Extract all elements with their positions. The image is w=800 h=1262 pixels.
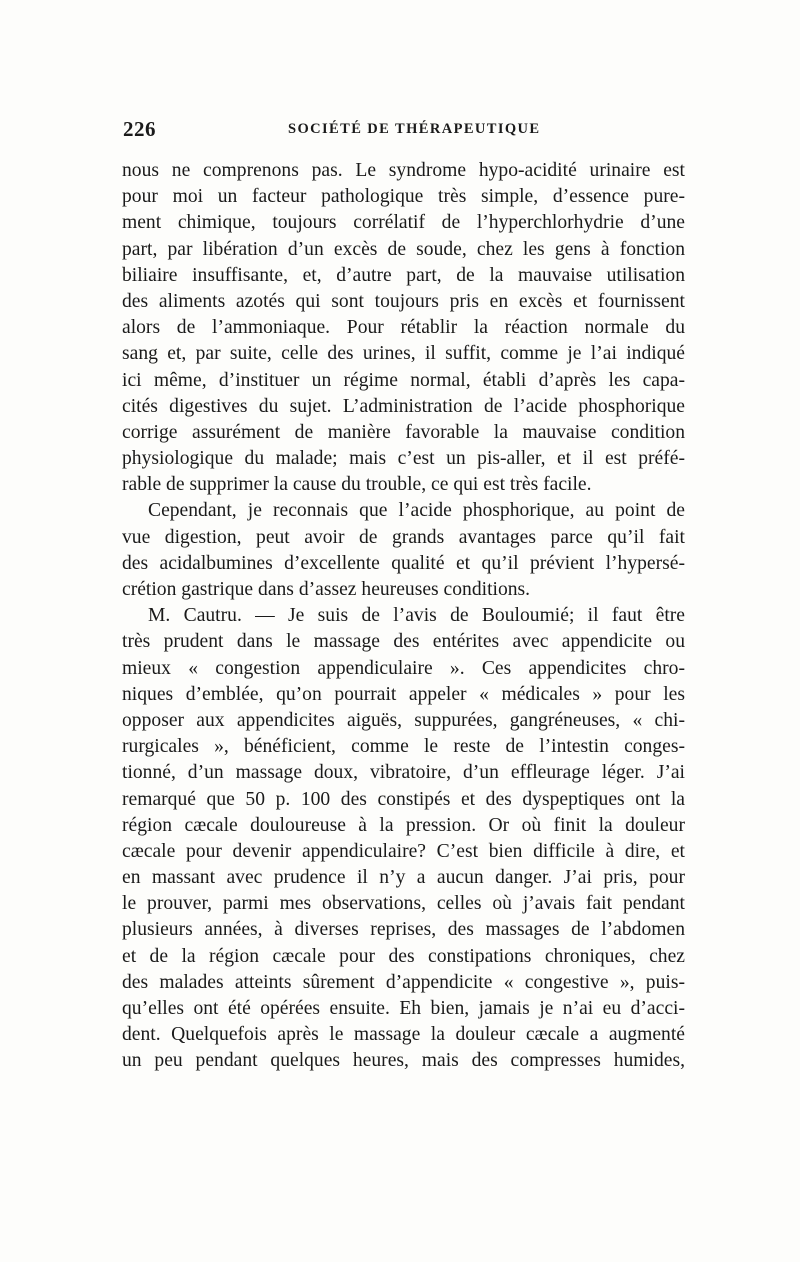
text-line: mieux « congestion appendiculaire ». Ces appendicites chro- bbox=[122, 657, 685, 679]
text-line: niques d’emblée, qu’on pourrait appeler « médicales » pour les bbox=[122, 683, 685, 705]
text-line: alors de l’ammoniaque. Pour rétablir la réaction normale du bbox=[122, 317, 685, 339]
text-line: le prouver, parmi mes observations, celles où j’avais fait pendant bbox=[122, 893, 685, 915]
text-line: très prudent dans le massage des entérites avec appendicite ou bbox=[122, 631, 685, 653]
text-line: qu’elles ont été opérées ensuite. Eh bien, jamais je n’ai eu d’acci- bbox=[122, 998, 685, 1019]
text-line: Cependant, je reconnais que l’acide phosphorique, au point de bbox=[148, 500, 685, 522]
text-line: des acidalbumines d’excellente qualité et qu’il prévient l’hypersé- bbox=[122, 552, 685, 574]
text-line: un peu pendant quelques heures, mais des compresses humides, bbox=[122, 1050, 685, 1072]
text-line: région cæcale douloureuse à la pression. Or où finit la douleur bbox=[122, 814, 685, 836]
text-line: rurgicales », bénéficient, comme le reste de l’intestin conges- bbox=[122, 736, 685, 758]
text-line: sang et, par suite, celle des urines, il suffit, comme je l’ai indiqué bbox=[122, 343, 685, 365]
text-line: opposer aux appendicites aiguës, suppurées, gangréneuses, « chi- bbox=[122, 709, 685, 731]
text-line: corrige assurément de manière favorable la mauvaise condition bbox=[122, 421, 685, 443]
text-line: et de la région cæcale pour des constipations chroniques, chez bbox=[122, 945, 685, 967]
text-line: dent. Quelquefois après le massage la douleur cæcale a augmenté bbox=[122, 1024, 685, 1046]
text-line: rable de supprimer la cause du trouble, ce qui est très facile. bbox=[122, 474, 592, 496]
text-line: M. Cautru. — Je suis de l’avis de Bouloumié; il faut être bbox=[148, 605, 685, 627]
text-line: nous ne comprenons pas. Le syndrome hypo-acidité urinaire est bbox=[122, 160, 685, 181]
text-line: part, par libération d’un excès de soude, chez les gens à fonction bbox=[122, 238, 685, 260]
text-line: en massant avec prudence il n’y a aucun danger. J’ai pris, pour bbox=[122, 867, 685, 889]
text-line: des aliments azotés qui sont toujours pris en excès et fournissent bbox=[122, 290, 685, 312]
body-text bbox=[122, 158, 685, 1075]
text-line: pour moi un facteur pathologique très simple, d’essence pure- bbox=[122, 186, 685, 208]
text-line: ici même, d’instituer un régime normal, établi d’après les capa- bbox=[122, 369, 685, 391]
text-line: tionné, d’un massage doux, vibratoire, d’un effleurage léger. J’ai bbox=[122, 762, 685, 784]
text-line: physiologique du malade; mais c’est un pis-aller, et il est préfé- bbox=[122, 448, 685, 470]
text-line: remarqué que 50 p. 100 des constipés et des dyspeptiques ont la bbox=[122, 788, 685, 810]
text-line: vue digestion, peut avoir de grands avantages parce qu’il fait bbox=[122, 526, 685, 548]
text-line: cæcale pour devenir appendiculaire? C’est bien difficile à dire, et bbox=[122, 840, 685, 862]
text-line: des malades atteints sûrement d’appendicite « congestive », puis- bbox=[122, 971, 685, 993]
text-line: biliaire insuffisante, et, d’autre part, de la mauvaise utilisation bbox=[122, 264, 685, 286]
text-line: cités digestives du sujet. L’administration de l’acide phosphorique bbox=[122, 395, 685, 417]
text-line: ment chimique, toujours corrélatif de l’hyperchlorhydrie d’une bbox=[122, 212, 685, 234]
text-line: plusieurs années, à diverses reprises, des massages de l’abdomen bbox=[122, 919, 685, 941]
running-title: SOCIÉTÉ DE THÉRAPEUTIQUE bbox=[288, 121, 541, 137]
page-number: 226 bbox=[123, 117, 156, 141]
text-line: crétion gastrique dans d’assez heureuses conditions. bbox=[122, 579, 531, 600]
running-header bbox=[120, 117, 685, 143]
